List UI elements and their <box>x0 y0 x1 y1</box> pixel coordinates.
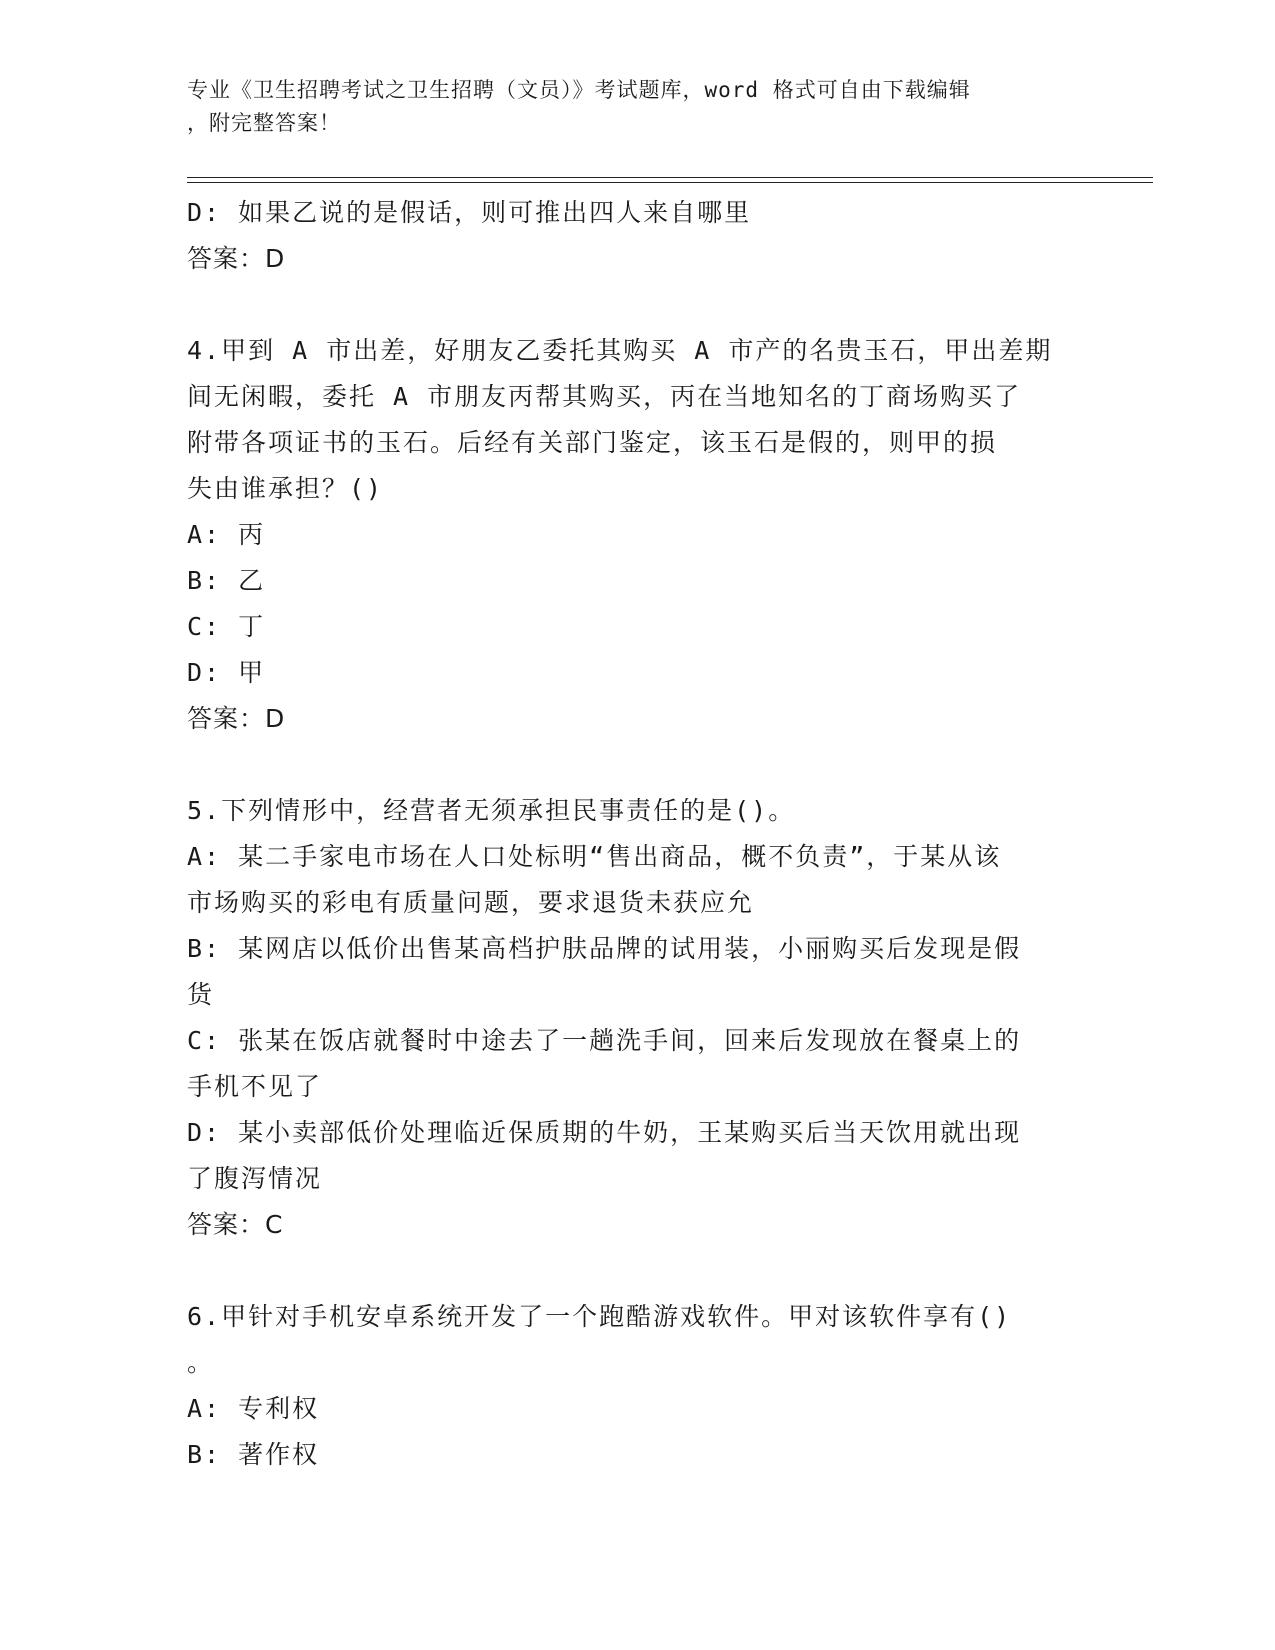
q5-option-line: B: 某网店以低价出售某高档护肤品牌的试用装，小丽购买后发现是假 <box>187 934 1022 963</box>
q4-option-a: A: 丙 <box>187 520 266 549</box>
header-line-2: ，附完整答案！ <box>187 111 341 135</box>
q5-option-line: A: 某二手家电市场在人口处标明“售出商品，概不负责”，于某从该 <box>187 842 1002 871</box>
question-content <box>187 190 1087 1478</box>
q5-option-line: D: 某小卖部低价处理临近保质期的牛奶，王某购买后当天饮用就出现 <box>187 1118 1022 1147</box>
document-header <box>187 74 1087 140</box>
header-line-1: 专业《卫生招聘考试之卫生招聘（文员）》考试题库，word 格式可自由下载编辑 <box>187 78 971 102</box>
q4-stem-line: 失由谁承担？() <box>187 474 384 503</box>
q4-option-d: D: 甲 <box>187 658 266 687</box>
q4-answer: 答案：D <box>187 704 286 733</box>
q6-stem-line: 6.甲针对手机安卓系统开发了一个跑酷游戏软件。甲对该软件享有() <box>187 1302 1012 1331</box>
header-divider <box>187 177 1153 178</box>
spacer <box>187 1248 1087 1294</box>
q6-option-b: B: 著作权 <box>187 1440 320 1469</box>
q4-option-b: B: 乙 <box>187 566 266 595</box>
q4-option-c: C: 丁 <box>187 612 266 641</box>
q5-answer: 答案：C <box>187 1210 284 1239</box>
q6-stem-line: 。 <box>187 1348 215 1377</box>
q3-answer: 答案：D <box>187 244 286 273</box>
q5-option-line: 市场购买的彩电有质量问题，要求退货未获应允 <box>187 888 755 917</box>
spacer <box>187 742 1087 788</box>
q3-option-d: D: 如果乙说的是假话，则可推出四人来自哪里 <box>187 198 752 227</box>
q4-stem-line: 附带各项证书的玉石。后经有关部门鉴定，该玉石是假的，则甲的损 <box>187 428 998 457</box>
q5-option-line: 手机不见了 <box>187 1072 323 1101</box>
spacer <box>187 282 1087 328</box>
q5-stem: 5.下列情形中，经营者无须承担民事责任的是()。 <box>187 796 796 825</box>
q5-option-line: 货 <box>187 980 215 1009</box>
q5-option-line: 了腹泻情况 <box>187 1164 323 1193</box>
q4-stem-line: 间无闲暇，委托 A 市朋友丙帮其购买，丙在当地知名的丁商场购买了 <box>187 382 1022 411</box>
q4-stem-line: 4.甲到 A 市出差，好朋友乙委托其购买 A 市产的名贵玉石，甲出差期 <box>187 336 1053 365</box>
q5-option-line: C: 张某在饭店就餐时中途去了一趟洗手间，回来后发现放在餐桌上的 <box>187 1026 1022 1055</box>
q6-option-a: A: 专利权 <box>187 1394 320 1423</box>
header-divider <box>187 182 1153 183</box>
